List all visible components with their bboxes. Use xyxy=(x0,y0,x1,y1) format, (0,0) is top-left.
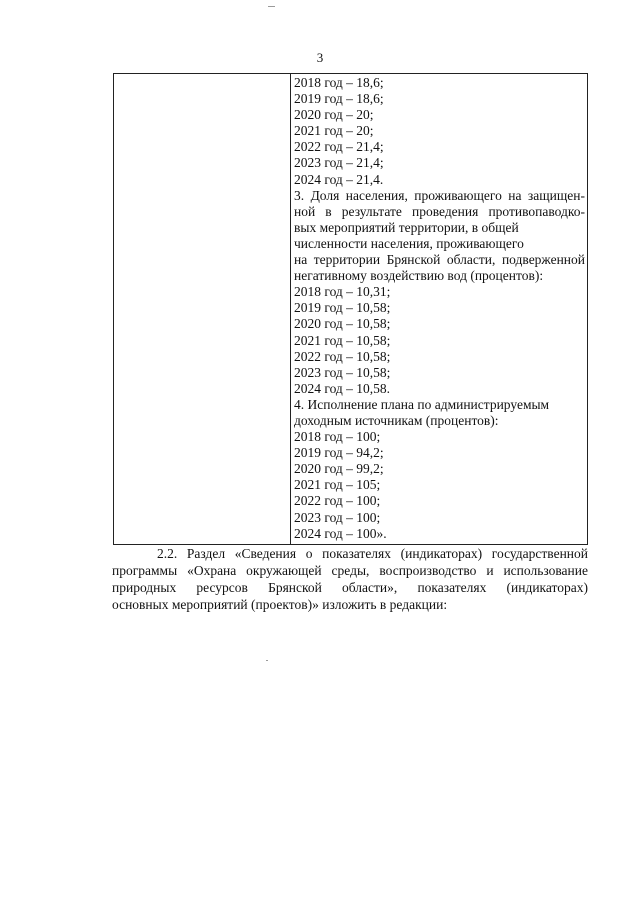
table-line: 2023 год – 21,4; xyxy=(294,155,384,171)
scan-mark-middle xyxy=(266,660,268,661)
table-line: на территории Брянской области, подверженной xyxy=(294,252,585,268)
indicators-table xyxy=(113,73,588,545)
table-line: 2018 год – 18,6; xyxy=(294,75,384,90)
page-number: 3 xyxy=(316,50,324,65)
table-line: 2024 год – 10,58. xyxy=(294,380,391,396)
table-line: 2022 год – 100; xyxy=(294,493,381,509)
table-line: 2019 год – 94,2; xyxy=(294,445,384,461)
table-right-cell xyxy=(292,74,585,544)
table-line: численности населения, проживающего xyxy=(294,235,524,251)
table-left-cell xyxy=(114,74,290,544)
paragraph-line: программы «Охрана окружающей среды, воспроизводство и использование xyxy=(112,563,588,578)
table-line: 2018 год – 100; xyxy=(294,429,381,445)
table-line: 2020 год – 10,58; xyxy=(294,316,391,332)
table-line: ной в результате проведения противопаводко- xyxy=(294,203,585,219)
table-line: 2021 год – 20; xyxy=(294,123,374,139)
table-line: вых мероприятий территории, в общей xyxy=(294,219,519,235)
table-line: 2021 год – 105; xyxy=(294,477,381,493)
table-line: 3. Доля населения, проживающего на защищен- xyxy=(294,187,585,203)
table-line: 4. Исполнение плана по администрируемым xyxy=(294,396,550,412)
table-line: 2020 год – 20; xyxy=(294,107,374,123)
table-line: негативному воздействию вод (процентов): xyxy=(294,268,544,284)
scan-mark-top xyxy=(268,6,275,7)
table-line: 2024 год – 100». xyxy=(294,525,387,541)
table-line: 2021 год – 10,58; xyxy=(294,332,391,348)
table-column-divider xyxy=(290,74,291,544)
body-paragraph xyxy=(112,545,588,613)
paragraph-line: 2.2. Раздел «Сведения о показателях (индикаторах) государственной xyxy=(157,546,588,561)
table-line: 2023 год – 10,58; xyxy=(294,364,391,380)
table-line: 2023 год – 100; xyxy=(294,509,381,525)
table-line: доходным источникам (процентов): xyxy=(294,412,499,428)
table-line: 2022 год – 10,58; xyxy=(294,348,391,364)
paragraph-line: основных мероприятий (проектов)» изложить в редакции: xyxy=(112,597,448,612)
table-line: 2020 год – 99,2; xyxy=(294,461,384,477)
table-line: 2024 год – 21,4. xyxy=(294,171,384,187)
table-line: 2018 год – 10,31; xyxy=(294,284,391,300)
table-line: 2019 год – 10,58; xyxy=(294,300,391,316)
table-line: 2019 год – 18,6; xyxy=(294,91,384,107)
paragraph-line: природных ресурсов Брянской области», показателях (индикаторах) xyxy=(112,580,588,595)
table-line: 2022 год – 21,4; xyxy=(294,139,384,155)
